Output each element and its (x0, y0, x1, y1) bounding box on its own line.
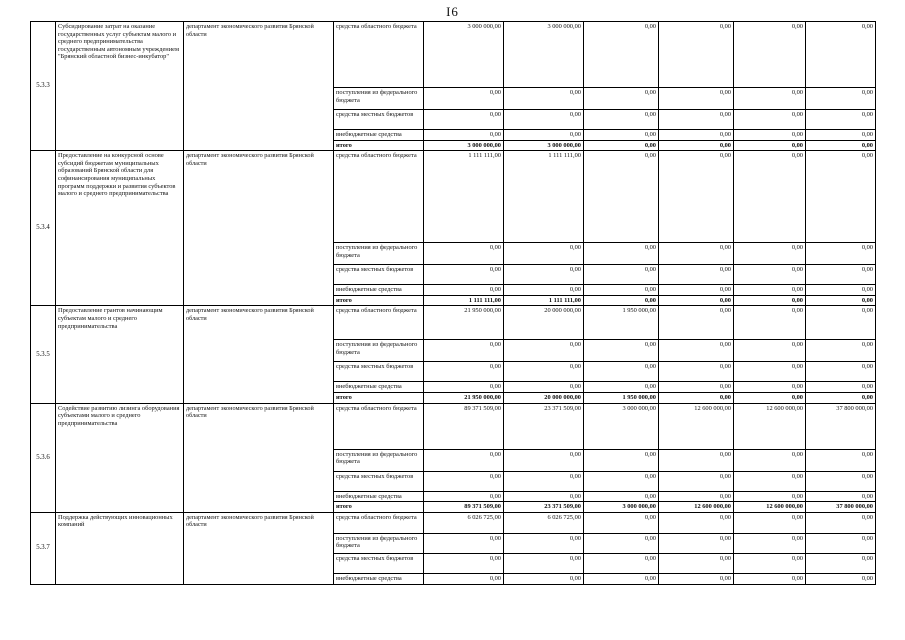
table-row (31, 512, 876, 533)
amount-cell: 0,00 (504, 471, 584, 491)
amount-cell: 0,00 (584, 243, 659, 265)
amount-cell: 0,00 (734, 151, 806, 243)
amount-cell: 0,00 (424, 471, 504, 491)
amount-cell: 21 950 000,00 (424, 306, 504, 340)
amount-cell: 0,00 (659, 88, 734, 110)
amount-cell: 0,00 (659, 512, 734, 533)
amount-cell: 0,00 (659, 306, 734, 340)
amount-cell: 0,00 (424, 340, 504, 362)
amount-cell: 0,00 (584, 110, 659, 130)
amount-cell: 0,00 (806, 512, 876, 533)
amount-cell: 1 111 111,00 (424, 151, 504, 243)
responsible-department: департамент экономического развития Брянской области (184, 22, 334, 151)
amount-cell: 0,00 (424, 449, 504, 471)
funding-source: внебюджетные средства (334, 382, 424, 393)
amount-cell: 0,00 (806, 88, 876, 110)
amount-cell: 1 111 111,00 (504, 295, 584, 306)
amount-cell: 0,00 (734, 512, 806, 533)
amount-cell: 0,00 (806, 306, 876, 340)
amount-cell: 23 371 509,00 (504, 502, 584, 513)
amount-cell: 0,00 (659, 392, 734, 403)
amount-cell: 0,00 (584, 382, 659, 393)
item-number: 5.3.4 (31, 151, 56, 306)
amount-cell: 6 026 725,00 (504, 512, 584, 533)
amount-cell: 0,00 (504, 573, 584, 584)
funding-source: итого (334, 502, 424, 513)
responsible-department: департамент экономического развития Брянской области (184, 151, 334, 306)
amount-cell: 21 950 000,00 (424, 392, 504, 403)
item-number: 5.3.6 (31, 403, 56, 512)
amount-cell: 0,00 (734, 130, 806, 141)
amount-cell: 0,00 (424, 265, 504, 285)
funding-source: средства местных бюджетов (334, 362, 424, 382)
table-row (31, 403, 876, 449)
amount-cell: 0,00 (734, 340, 806, 362)
amount-cell: 0,00 (584, 533, 659, 553)
funding-source: средства областного бюджета (334, 403, 424, 449)
amount-cell: 0,00 (734, 573, 806, 584)
item-number: 5.3.3 (31, 22, 56, 151)
amount-cell: 0,00 (584, 295, 659, 306)
measure-name: Предоставление грантов начинающим субъектам малого и среднего предпринимательства (56, 306, 184, 403)
amount-cell: 0,00 (424, 243, 504, 265)
amount-cell: 0,00 (806, 362, 876, 382)
amount-cell: 0,00 (806, 392, 876, 403)
funding-source: поступления из федерального бюджета (334, 449, 424, 471)
funding-source: поступления из федерального бюджета (334, 340, 424, 362)
amount-cell: 0,00 (584, 340, 659, 362)
amount-cell: 0,00 (424, 491, 504, 502)
measure-name: Поддержка действующих инновационных компаний (56, 512, 184, 584)
amount-cell: 20 000 000,00 (504, 392, 584, 403)
amount-cell: 0,00 (504, 340, 584, 362)
amount-cell: 3 000 000,00 (424, 22, 504, 88)
amount-cell: 0,00 (584, 573, 659, 584)
amount-cell: 0,00 (734, 306, 806, 340)
amount-cell: 0,00 (659, 151, 734, 243)
table-row (31, 306, 876, 340)
page-number: I6 (446, 4, 459, 19)
amount-cell: 0,00 (584, 140, 659, 151)
amount-cell: 0,00 (424, 553, 504, 573)
amount-cell: 1 111 111,00 (504, 151, 584, 243)
amount-cell: 0,00 (659, 243, 734, 265)
amount-cell: 0,00 (734, 295, 806, 306)
amount-cell: 0,00 (734, 392, 806, 403)
amount-cell: 12 600 000,00 (659, 403, 734, 449)
amount-cell: 0,00 (659, 140, 734, 151)
funding-source: поступления из федерального бюджета (334, 533, 424, 553)
funding-source: итого (334, 392, 424, 403)
amount-cell: 0,00 (504, 265, 584, 285)
amount-cell: 0,00 (806, 151, 876, 243)
amount-cell: 0,00 (504, 285, 584, 296)
table-row (31, 22, 876, 88)
amount-cell: 0,00 (584, 362, 659, 382)
amount-cell: 0,00 (504, 449, 584, 471)
funding-source: средства местных бюджетов (334, 110, 424, 130)
amount-cell: 0,00 (734, 471, 806, 491)
amount-cell: 0,00 (806, 285, 876, 296)
amount-cell: 0,00 (584, 22, 659, 88)
funding-source: средства областного бюджета (334, 306, 424, 340)
amount-cell: 0,00 (504, 533, 584, 553)
amount-cell: 0,00 (584, 553, 659, 573)
amount-cell: 0,00 (659, 382, 734, 393)
funding-source: средства областного бюджета (334, 151, 424, 243)
amount-cell: 89 371 509,00 (424, 502, 504, 513)
funding-source: средства местных бюджетов (334, 471, 424, 491)
amount-cell: 0,00 (504, 382, 584, 393)
amount-cell: 0,00 (504, 362, 584, 382)
item-number: 5.3.5 (31, 306, 56, 403)
amount-cell: 0,00 (659, 533, 734, 553)
amount-cell: 0,00 (659, 449, 734, 471)
amount-cell: 20 000 000,00 (504, 306, 584, 340)
amount-cell: 0,00 (424, 362, 504, 382)
amount-cell: 0,00 (734, 449, 806, 471)
amount-cell: 0,00 (584, 285, 659, 296)
amount-cell: 0,00 (584, 265, 659, 285)
amount-cell: 0,00 (806, 130, 876, 141)
amount-cell: 0,00 (734, 553, 806, 573)
amount-cell: 0,00 (806, 533, 876, 553)
amount-cell: 0,00 (734, 88, 806, 110)
funding-source: средства областного бюджета (334, 512, 424, 533)
amount-cell: 0,00 (734, 110, 806, 130)
amount-cell: 6 026 725,00 (424, 512, 504, 533)
amount-cell: 1 950 000,00 (584, 306, 659, 340)
amount-cell: 0,00 (659, 573, 734, 584)
amount-cell: 0,00 (806, 140, 876, 151)
amount-cell: 0,00 (806, 382, 876, 393)
amount-cell: 0,00 (424, 110, 504, 130)
amount-cell: 0,00 (504, 110, 584, 130)
responsible-department: департамент экономического развития Брянской области (184, 512, 334, 584)
amount-cell: 0,00 (659, 491, 734, 502)
amount-cell: 3 000 000,00 (424, 140, 504, 151)
amount-cell: 0,00 (584, 491, 659, 502)
amount-cell: 0,00 (806, 295, 876, 306)
amount-cell: 0,00 (734, 22, 806, 88)
amount-cell: 0,00 (806, 471, 876, 491)
amount-cell: 0,00 (659, 340, 734, 362)
amount-cell: 1 950 000,00 (584, 392, 659, 403)
amount-cell: 0,00 (504, 243, 584, 265)
amount-cell: 0,00 (424, 382, 504, 393)
amount-cell: 0,00 (806, 340, 876, 362)
amount-cell: 0,00 (584, 512, 659, 533)
budget-table (30, 21, 876, 585)
amount-cell: 0,00 (584, 151, 659, 243)
amount-cell: 0,00 (584, 130, 659, 141)
amount-cell: 12 600 000,00 (734, 403, 806, 449)
funding-source: внебюджетные средства (334, 130, 424, 141)
amount-cell: 12 600 000,00 (659, 502, 734, 513)
amount-cell: 0,00 (734, 382, 806, 393)
amount-cell: 0,00 (734, 265, 806, 285)
amount-cell: 0,00 (424, 533, 504, 553)
amount-cell: 0,00 (806, 110, 876, 130)
amount-cell: 0,00 (584, 88, 659, 110)
amount-cell: 0,00 (806, 573, 876, 584)
amount-cell: 0,00 (659, 553, 734, 573)
amount-cell: 0,00 (659, 22, 734, 88)
amount-cell: 0,00 (806, 553, 876, 573)
amount-cell: 1 111 111,00 (424, 295, 504, 306)
funding-source: средства местных бюджетов (334, 553, 424, 573)
amount-cell: 0,00 (504, 491, 584, 502)
amount-cell: 0,00 (659, 285, 734, 296)
measure-name: Предоставление на конкурсной основе субсидий бюджетам муниципальных образований Брянской области для софинансирования муниципальных программ поддержки и развития субъектов малого и среднего предпринимательства (56, 151, 184, 306)
amount-cell: 3 000 000,00 (504, 22, 584, 88)
amount-cell: 0,00 (424, 130, 504, 141)
amount-cell: 0,00 (424, 285, 504, 296)
responsible-department: департамент экономического развития Брянской области (184, 306, 334, 403)
amount-cell: 0,00 (584, 471, 659, 491)
amount-cell: 0,00 (659, 265, 734, 285)
funding-source: итого (334, 140, 424, 151)
funding-source: поступления из федерального бюджета (334, 243, 424, 265)
amount-cell: 0,00 (734, 533, 806, 553)
amount-cell: 0,00 (806, 491, 876, 502)
amount-cell: 89 371 509,00 (424, 403, 504, 449)
funding-source: внебюджетные средства (334, 491, 424, 502)
amount-cell: 3 000 000,00 (584, 502, 659, 513)
amount-cell: 23 371 509,00 (504, 403, 584, 449)
table-row (31, 151, 876, 243)
amount-cell: 0,00 (504, 130, 584, 141)
amount-cell: 37 800 000,00 (806, 502, 876, 513)
amount-cell: 0,00 (504, 553, 584, 573)
amount-cell: 0,00 (734, 285, 806, 296)
amount-cell: 0,00 (734, 362, 806, 382)
amount-cell: 0,00 (734, 491, 806, 502)
amount-cell: 3 000 000,00 (584, 403, 659, 449)
amount-cell: 0,00 (584, 449, 659, 471)
amount-cell: 0,00 (659, 362, 734, 382)
amount-cell: 0,00 (806, 243, 876, 265)
amount-cell: 0,00 (806, 265, 876, 285)
amount-cell: 12 600 000,00 (734, 502, 806, 513)
amount-cell: 0,00 (806, 22, 876, 88)
measure-name: Содействие развитию лизинга оборудования субъектами малого и среднего предпринимательства (56, 403, 184, 512)
amount-cell: 37 800 000,00 (806, 403, 876, 449)
funding-source: средства областного бюджета (334, 22, 424, 88)
amount-cell: 0,00 (659, 110, 734, 130)
funding-source: поступления из федерального бюджета (334, 88, 424, 110)
funding-source: итого (334, 295, 424, 306)
amount-cell: 0,00 (659, 295, 734, 306)
amount-cell: 0,00 (424, 88, 504, 110)
funding-source: внебюджетные средства (334, 285, 424, 296)
amount-cell: 0,00 (734, 243, 806, 265)
measure-name: Субсидирование затрат на оказание государственных услуг субъектам малого и среднего предпринимательства государственным автономным учреждением "Брянский областной бизнес-инкубатор" (56, 22, 184, 151)
funding-source: средства местных бюджетов (334, 265, 424, 285)
funding-source: внебюджетные средства (334, 573, 424, 584)
amount-cell: 3 000 000,00 (504, 140, 584, 151)
amount-cell: 0,00 (806, 449, 876, 471)
item-number: 5.3.7 (31, 512, 56, 584)
amount-cell: 0,00 (504, 88, 584, 110)
amount-cell: 0,00 (659, 471, 734, 491)
amount-cell: 0,00 (424, 573, 504, 584)
amount-cell: 0,00 (734, 140, 806, 151)
amount-cell: 0,00 (659, 130, 734, 141)
responsible-department: департамент экономического развития Брянской области (184, 403, 334, 512)
